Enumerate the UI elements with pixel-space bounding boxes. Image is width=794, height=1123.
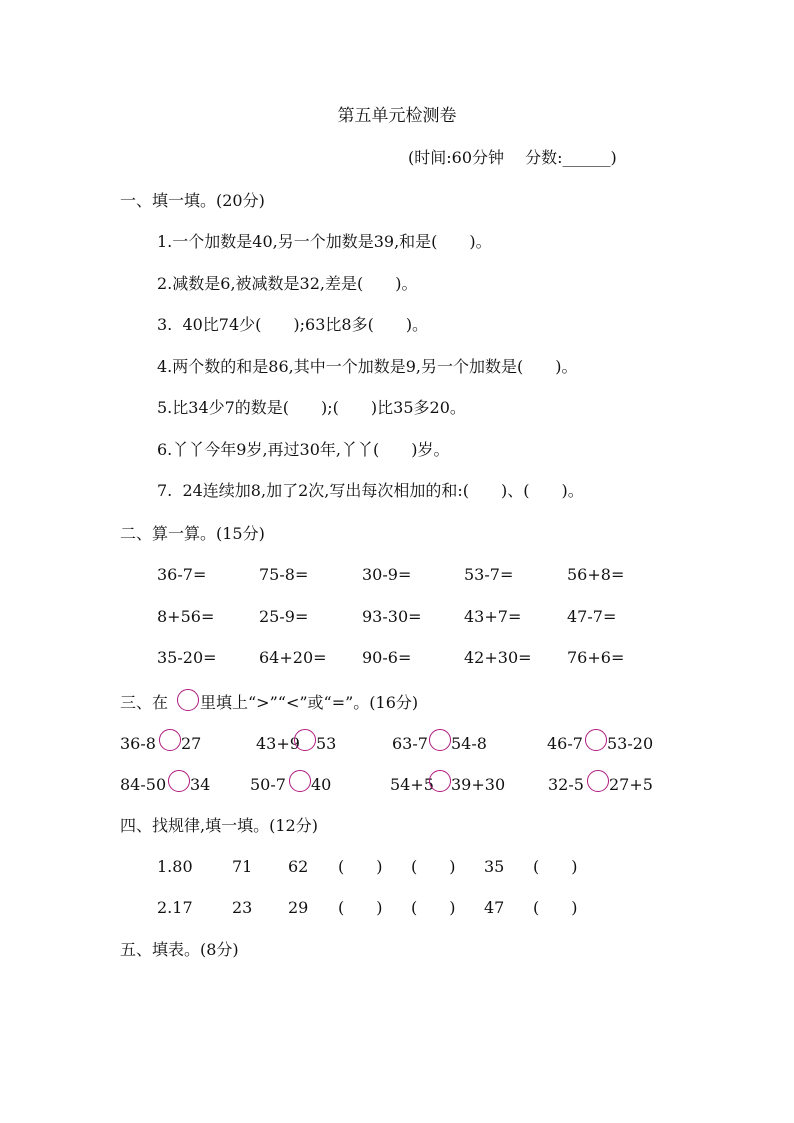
pattern-item: 62 <box>288 857 309 876</box>
pattern-blank[interactable]: ( ) <box>338 898 383 917</box>
compare-circle[interactable] <box>587 770 609 792</box>
compare-circle[interactable] <box>585 729 607 751</box>
calc-item: 8+56= <box>157 607 215 626</box>
compare-circle[interactable] <box>429 729 451 751</box>
compare-circle[interactable] <box>159 729 181 751</box>
compare-left: 50-7 <box>250 775 286 794</box>
pattern-item: 35 <box>484 857 505 876</box>
pattern-item: 71 <box>232 857 253 876</box>
compare-left: 36-8 <box>120 734 156 753</box>
compare-left: 32-5 <box>548 775 584 794</box>
calc-item: 36-7= <box>157 565 207 584</box>
compare-left: 63-7 <box>392 734 428 753</box>
calc-item: 56+8= <box>567 565 625 584</box>
pattern-blank[interactable]: ( ) <box>338 857 383 876</box>
calc-item: 30-9= <box>362 565 412 584</box>
question-1-3: 3. 40比74少( );63比8多( )。 <box>157 315 429 334</box>
pattern-item: 23 <box>232 898 253 917</box>
pattern-blank[interactable]: ( ) <box>411 898 456 917</box>
pattern-item: 2.17 <box>157 898 193 917</box>
compare-left: 84-50 <box>120 775 167 794</box>
question-1-1: 1.一个加数是40,另一个加数是39,和是( )。 <box>157 232 492 251</box>
answer-circle-icon <box>177 689 199 711</box>
calc-item: 90-6= <box>362 648 412 667</box>
section-4-heading: 四、找规律,填一填。(12分) <box>120 816 318 835</box>
compare-right: 40 <box>311 775 332 794</box>
calc-item: 25-9= <box>259 607 309 626</box>
section-5-heading: 五、填表。(8分) <box>120 940 239 959</box>
compare-circle[interactable] <box>429 770 451 792</box>
pattern-item: 1.80 <box>157 857 193 876</box>
question-1-6: 6.丫丫今年9岁,再过30年,丫丫( )岁。 <box>157 440 450 459</box>
pattern-item: 29 <box>288 898 309 917</box>
pattern-item: 47 <box>484 898 505 917</box>
compare-right: 39+30 <box>451 775 506 794</box>
compare-left: 54+5 <box>390 775 434 794</box>
calc-item: 35-20= <box>157 648 217 667</box>
compare-left: 46-7 <box>547 734 583 753</box>
calc-item: 64+20= <box>259 648 327 667</box>
compare-circle[interactable] <box>289 770 311 792</box>
calc-item: 76+6= <box>567 648 625 667</box>
section-3-heading-post: 里填上“>”“<”或“=”。(16分) <box>200 693 419 712</box>
calc-item: 53-7= <box>464 565 514 584</box>
pattern-blank[interactable]: ( ) <box>533 857 578 876</box>
compare-right: 53 <box>316 734 337 753</box>
compare-right: 27+5 <box>609 775 653 794</box>
compare-left: 43+9 <box>256 734 300 753</box>
section-1-heading: 一、填一填。(20分) <box>120 191 265 210</box>
exam-info: (时间:60分钟 分数:______) <box>408 148 617 167</box>
section-3-heading-pre: 三、在 <box>120 693 169 712</box>
question-1-7: 7. 24连续加8,加了2次,写出每次相加的和:( )、( )。 <box>157 481 584 500</box>
calc-item: 75-8= <box>259 565 309 584</box>
compare-right: 54-8 <box>451 734 487 753</box>
compare-right: 34 <box>190 775 211 794</box>
calc-item: 43+7= <box>464 607 522 626</box>
calc-item: 93-30= <box>362 607 422 626</box>
compare-circle[interactable] <box>168 770 190 792</box>
pattern-blank[interactable]: ( ) <box>411 857 456 876</box>
page-title: 第五单元检测卷 <box>337 106 457 126</box>
question-1-4: 4.两个数的和是86,其中一个加数是9,另一个加数是( )。 <box>157 357 578 376</box>
calc-item: 42+30= <box>464 648 532 667</box>
calc-item: 47-7= <box>567 607 617 626</box>
question-1-5: 5.比34少7的数是( );( )比35多20。 <box>157 398 466 417</box>
pattern-blank[interactable]: ( ) <box>533 898 578 917</box>
compare-right: 27 <box>181 734 202 753</box>
compare-circle[interactable] <box>294 729 316 751</box>
section-2-heading: 二、算一算。(15分) <box>120 524 265 543</box>
compare-right: 53-20 <box>607 734 654 753</box>
question-1-2: 2.减数是6,被减数是32,差是( )。 <box>157 274 418 293</box>
